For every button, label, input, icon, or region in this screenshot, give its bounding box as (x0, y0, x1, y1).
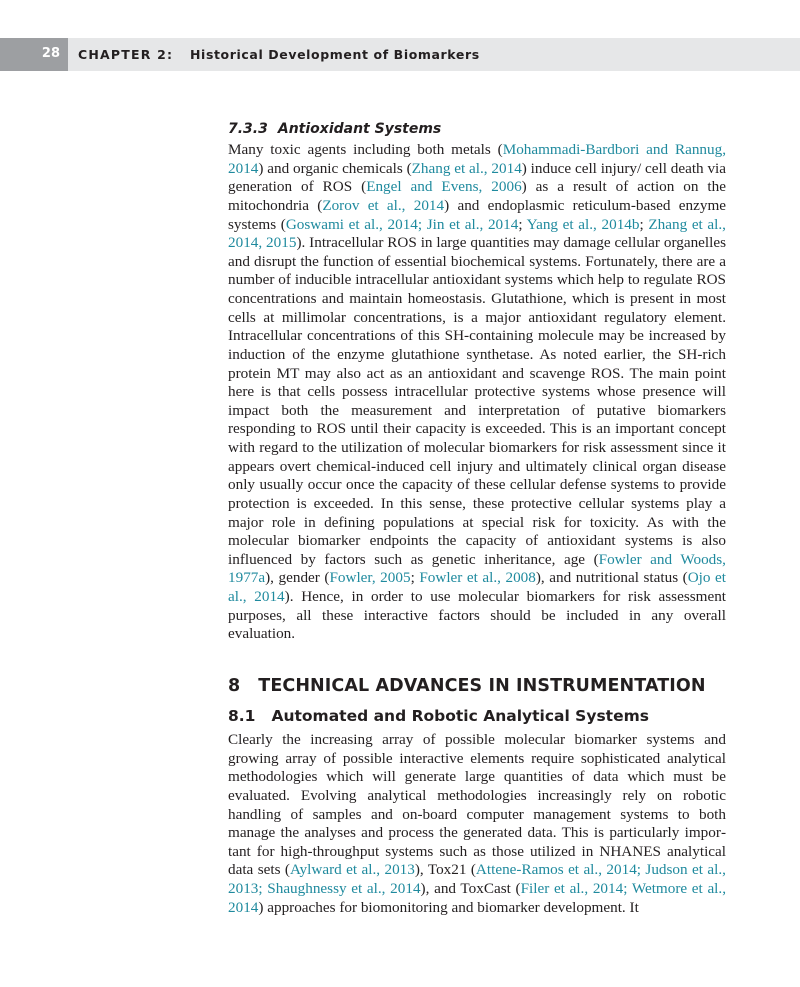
citation-link[interactable]: Aylward et al., 2013 (289, 861, 415, 879)
subsection-title: Antioxidant Systems (277, 121, 442, 137)
body-text: Clearly the increasing array of possible molecular biomarker systems and growing array of possible interactive elements require sophisticated analytical methodologies which will generate large quantities of data which must be evaluated. Evolving analytical methodologies increasingly rely on robotic handling of samples and on-board computer management systems to both manage the analyses and process the generated data. This is particularly important for high-throughput systems such as those utilized in NHANES analytical data sets ( (228, 731, 726, 879)
body-text: ) and endoplasmic reticulum-based enzyme systems ( (228, 196, 726, 233)
subsection-heading-antioxidant-systems (228, 121, 441, 137)
citation-link[interactable]: Goswami et al., 2014; Jin et al., 2014 (285, 215, 519, 233)
body-text: ). Intracellular ROS in large quantities may damage cellular organelles and disrupt the function of essential biochemical systems. Fortunately, there are a number of inducible intracellular antioxidant systems which help to regulate ROS concentrations and maintain homeostasis. Glutathione, which is present in most cells at millimolar concentrations, is a major antioxidant regulatory element. Intracellular concentrations of this SH-containing molecule may be increased by induction of the enzyme glutathione synthetase. As noted earlier, the SH-rich protein MT may also act as an antioxidant and scavenge ROS. The main point here is that cells possess intracellular protective systems whose presence will impact both the measurement and interpretation of putative biomarkers responding to ROS until their capacity is exceeded. This is an important concept with regard to the utilization of molecular biomarkers for risk assessment since it appears overt chemical-induced cell injury and ultimately clinical organ disease only usually occur once the capacity of these cellular defense systems to provide protection is exceeded. In this sense, these protective cellular systems play a major role in defining populations at special risk for toxicity. As with the molecular biomarker endpoints the capacity of antioxidant systems is also influenced by factors such as genetic inheritance, age ( (228, 234, 726, 568)
chapter-title: Historical Development of Biomarkers (190, 47, 480, 62)
chapter-label: CHAPTER 2: (78, 47, 174, 62)
body-text: ), and ToxCast ( (420, 880, 521, 897)
section-heading-technical-advances (228, 676, 706, 696)
citation-link[interactable]: Zorov et al., 2014 (322, 196, 445, 214)
body-text: ) induce cell injury/ cell death via generation of ROS ( (228, 159, 726, 196)
body-text: Many toxic agents including both metals ( (228, 141, 503, 158)
body-text: ) and organic chemicals ( (258, 159, 412, 177)
body-text: ) as a result of action on the mitochondria ( (228, 178, 726, 214)
citation-link[interactable]: Zhang et al., 2014, 2015 (228, 215, 726, 252)
running-header (0, 38, 800, 71)
section-title: TECHNICAL ADVANCES IN INSTRUMENTATION (258, 676, 706, 696)
citation-link[interactable]: Mohammadi-Bardbori and Rannug, 2014 (228, 141, 726, 177)
citation-link[interactable]: Zhang et al., 2014 (411, 159, 522, 177)
section-number: 8 (228, 676, 241, 696)
body-text: ) approaches for biomonitoring and biomarker development. It (258, 898, 639, 916)
citation-link[interactable]: Fowler and Woods, 1977a (228, 550, 726, 587)
subsection-heading-automated-systems (228, 707, 649, 725)
body-text: ; (639, 215, 649, 233)
subsection-title: Automated and Robotic Analytical Systems (271, 707, 649, 725)
paragraph-automated-systems (228, 731, 726, 917)
page-number-box (0, 38, 68, 71)
body-text: ), gender ( (265, 569, 330, 587)
citation-link[interactable]: Fowler et al., 2008 (419, 569, 536, 587)
citation-link[interactable]: Filer et al., 2014; Wetmore et al., 2014 (228, 880, 726, 916)
body-text: ), Tox21 ( (414, 861, 476, 879)
citation-link[interactable]: Attene-Ramos et al., 2014; Judson et al., 2013; Shaughnessy et al., 2014 (228, 861, 726, 897)
citation-link[interactable]: Yang et al., 2014b (526, 215, 640, 233)
paragraph-antioxidant-systems (228, 141, 726, 644)
body-text: ; (410, 569, 420, 587)
body-text: ; (518, 215, 527, 233)
subsection-number: 8.1 (228, 707, 256, 725)
body-text: ). Hence, in order to use molecular biomarkers for risk assessment purposes, all these interactive factors should be included in any overall evaluation. (228, 588, 727, 643)
subsection-number: 7.3.3 (228, 121, 268, 137)
citation-link[interactable]: Ojo et al., 2014 (228, 569, 726, 605)
citation-link[interactable]: Engel and Evens, 2006 (366, 178, 522, 196)
page-number: 28 (41, 46, 60, 61)
citation-link[interactable]: Fowler, 2005 (329, 569, 411, 587)
body-text: ), and nutritional status ( (535, 569, 688, 587)
